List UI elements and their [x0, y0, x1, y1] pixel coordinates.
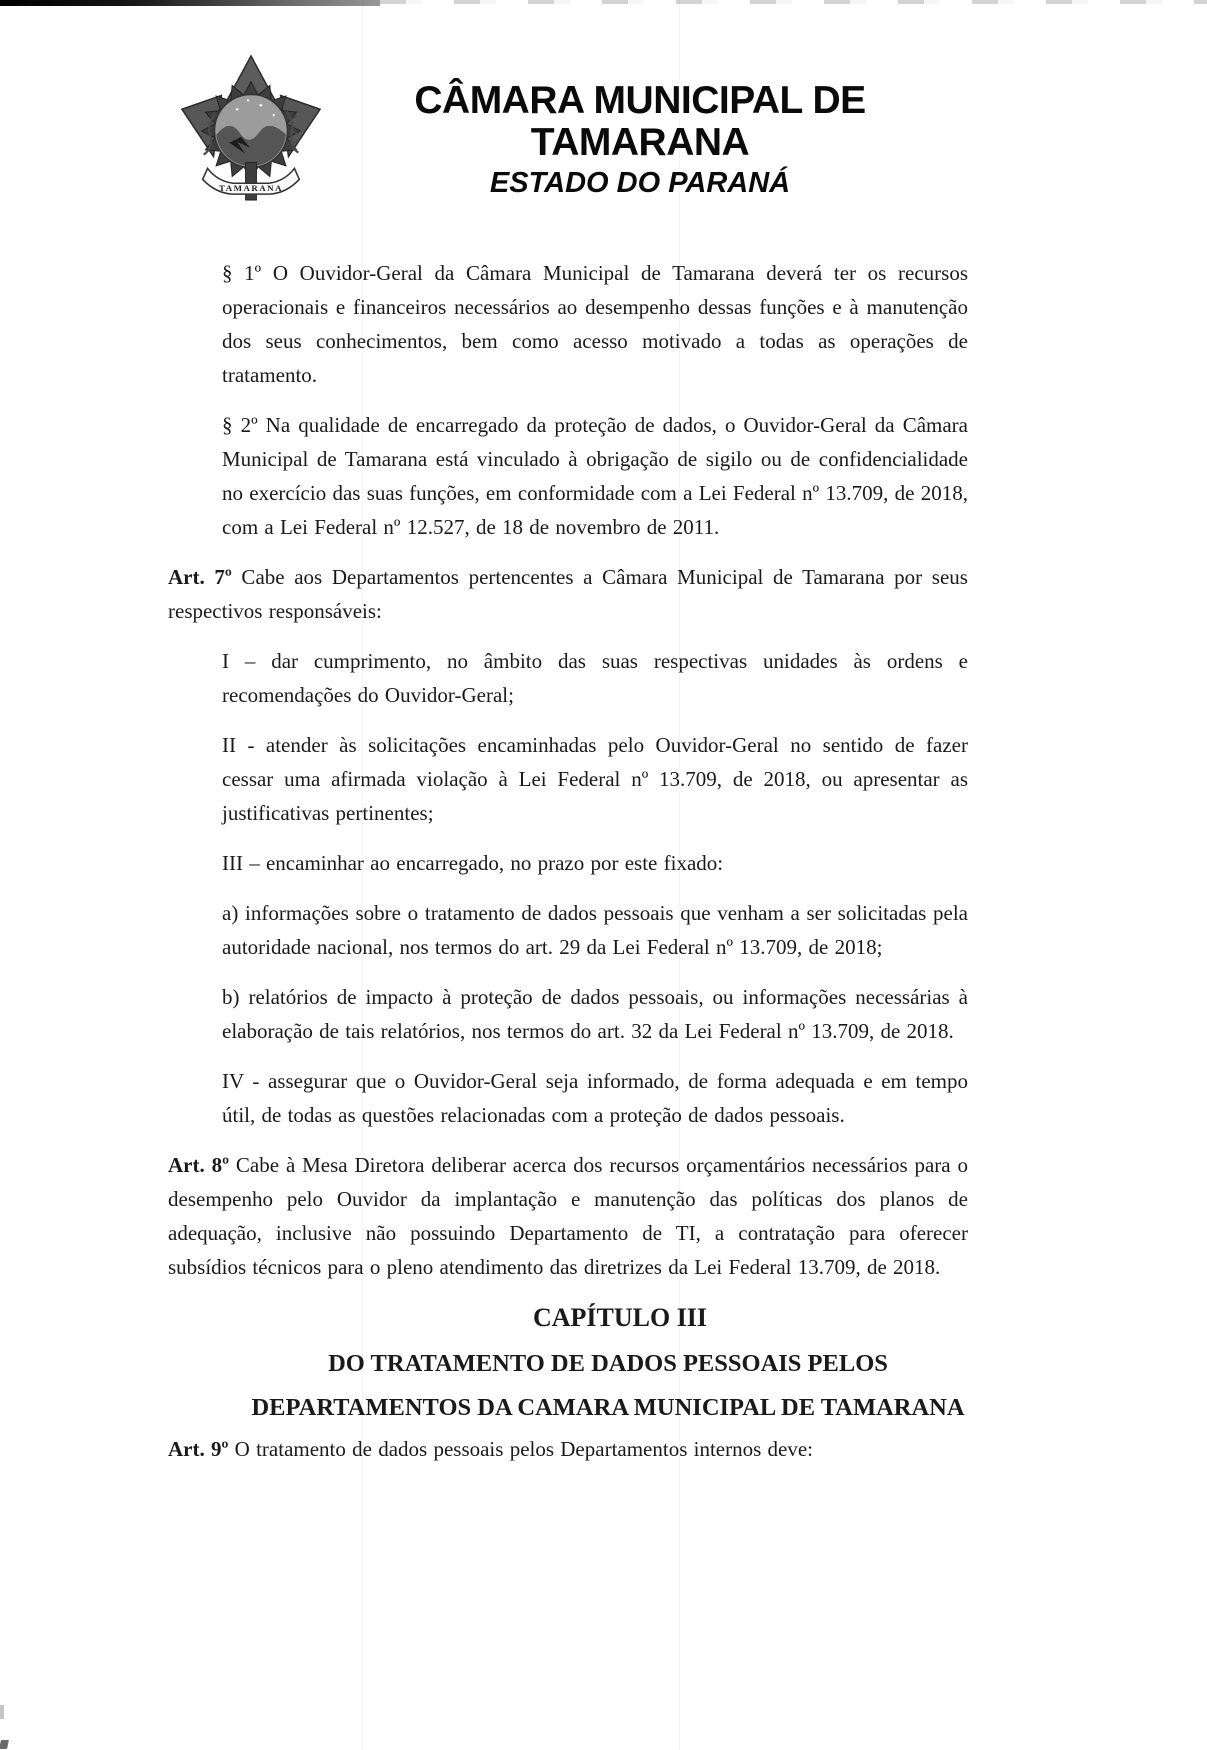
article-number: Art. 8º — [168, 1153, 230, 1177]
scan-artifact-top-bar — [0, 0, 380, 6]
document-body — [168, 256, 968, 1482]
chapter-title: DO TRATAMENTO DE DADOS PESSOAIS PELOS DEPARTAMENTOS DA CAMARA MUNICIPAL DE TAMARANA — [251, 1350, 965, 1421]
chapter-heading: CAPÍTULO III — [532, 1303, 708, 1332]
paragraph-item-b: b) relatórios de impacto à proteção de dados pessoais, ou informações necessárias à elaboração de tais relatórios, nos termos do art. 32 da Lei Federal nº 13.709, de 2018. — [222, 985, 968, 1043]
paragraph-item-a: a) informações sobre o tratamento de dados pessoais que venham a ser solicitadas pela autoridade nacional, nos termos do art. 29 da Lei Federal nº 13.709, de 2018; — [222, 901, 968, 959]
paragraph-art9: Art. 9º O tratamento de dados pessoais pelos Departamentos internos deve: — [168, 1437, 814, 1461]
header — [340, 80, 940, 199]
paragraph-item-iii: III – encaminhar ao encarregado, no prazo por este fixado: — [222, 851, 724, 875]
article-number: Art. 7º — [168, 565, 232, 589]
paragraph-item-i: I – dar cumprimento, no âmbito das suas respectivas unidades às ordens e recomendações do Ouvidor-Geral; — [222, 649, 968, 707]
page-subtitle: ESTADO DO PARANÁ — [489, 167, 791, 199]
page-title: CÂMARA MUNICIPAL DE TAMARANA — [414, 79, 866, 164]
paragraph-item-iv: IV - assegurar que o Ouvidor-Geral seja informado, de forma adequada e em tempo útil, de todas as questões relacionadas com a proteção de dados pessoais. — [222, 1069, 968, 1127]
scan-artifact-top-dashes — [380, 0, 1207, 4]
scan-smudge — [0, 1740, 9, 1749]
paragraph-art8: Art. 8º Cabe à Mesa Diretora deliberar acerca dos recursos orçamentários necessários para o desempenho pelo Ouvidor da implantação e manutenção das políticas dos planos de adequação, inclusive não possuindo Departamento de TI, a contratação para oferecer subsídios técnicos para o pleno atendimento das diretrizes da Lei Federal 13.709, de 2018. — [168, 1153, 968, 1279]
coat-of-arms-icon — [170, 54, 332, 204]
paragraph-s1: § 1º O Ouvidor-Geral da Câmara Municipal de Tamarana deverá ter os recursos operacionais e financeiros necessários ao desempenho dessas funções e à manutenção dos seus conhecimentos, bem como acesso motivado a todas as operações de tratamento. — [222, 261, 968, 387]
paragraph-art7: Art. 7º Cabe aos Departamentos pertencentes a Câmara Municipal de Tamarana por seus respectivos responsáveis: — [168, 565, 968, 623]
scan-smudge — [0, 1705, 4, 1719]
paragraph-item-ii: II - atender às solicitações encaminhadas pelo Ouvidor-Geral no sentido de fazer cessar uma afirmada violação à Lei Federal nº 13.709, de 2018, ou apresentar as justificativas pertinentes; — [222, 733, 968, 825]
crest-banner-text: TAMARANA — [219, 183, 283, 194]
paragraph-s2: § 2º Na qualidade de encarregado da proteção de dados, o Ouvidor-Geral da Câmara Municipal de Tamarana está vinculado à obrigação de sigilo ou de confidencialidade no exercício das suas funções, em conformidade com a Lei Federal nº 13.709, de 2018, com a Lei Federal nº 12.527, de 18 de novembro de 2011. — [222, 413, 968, 539]
article-number: Art. 9º — [168, 1437, 229, 1461]
